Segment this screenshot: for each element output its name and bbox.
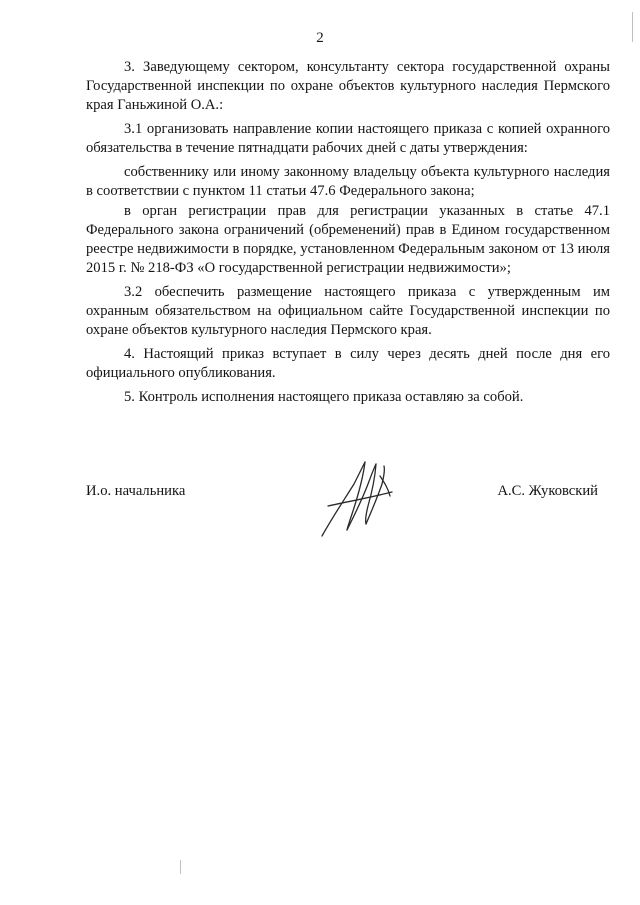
signatory-position: И.о. начальника [86,483,186,499]
paragraph-item-3-1: 3.1 организовать направление копии настоящего приказа с копией охранного обязательства в течение пятнадцати рабочих дней с даты утверждения: [86,121,610,157]
scan-edge-mark [632,12,633,42]
paragraph-item-5: 5. Контроль исполнения настоящего приказа оставляю за собой. [124,389,524,406]
scan-edge-mark [180,860,181,874]
paragraph-item-3: 3. Заведующему сектором, консультанту сектора государственной охраны Государственной инспекции по охране объектов культурного наследия Пермского края Ганьжиной О.А.: [86,59,610,114]
signatory-name: А.С. Жуковский [497,483,598,499]
paragraph-recipient-owner: собственнику или иному законному владельцу объекта культурного наследия в соответствии с пунктом 11 статьи 47.6 Федерального закона; [86,164,610,200]
handwritten-signature [318,456,406,540]
paragraph-recipient-registry: в орган регистрации прав для регистрации указанных в статье 47.1 Федерального закона ограничений (обременений) прав в Едином государственном реестре недвижимости в порядке, установленном Федеральным законом от 13 июля 2015 г. № 218-ФЗ «О государственной регистрации недвижимости»; [86,202,610,277]
paragraph-item-3-2: 3.2 обеспечить размещение настоящего приказа с утвержденным им охранным обязательством на официальном сайте Государственной инспекции по охране объектов культурного наследия Пермского края. [86,284,610,339]
paragraph-item-4: 4. Настоящий приказ вступает в силу через десять дней после дня его официального опубликования. [86,346,610,382]
page-number: 2 [316,30,324,46]
document-body [86,58,610,412]
